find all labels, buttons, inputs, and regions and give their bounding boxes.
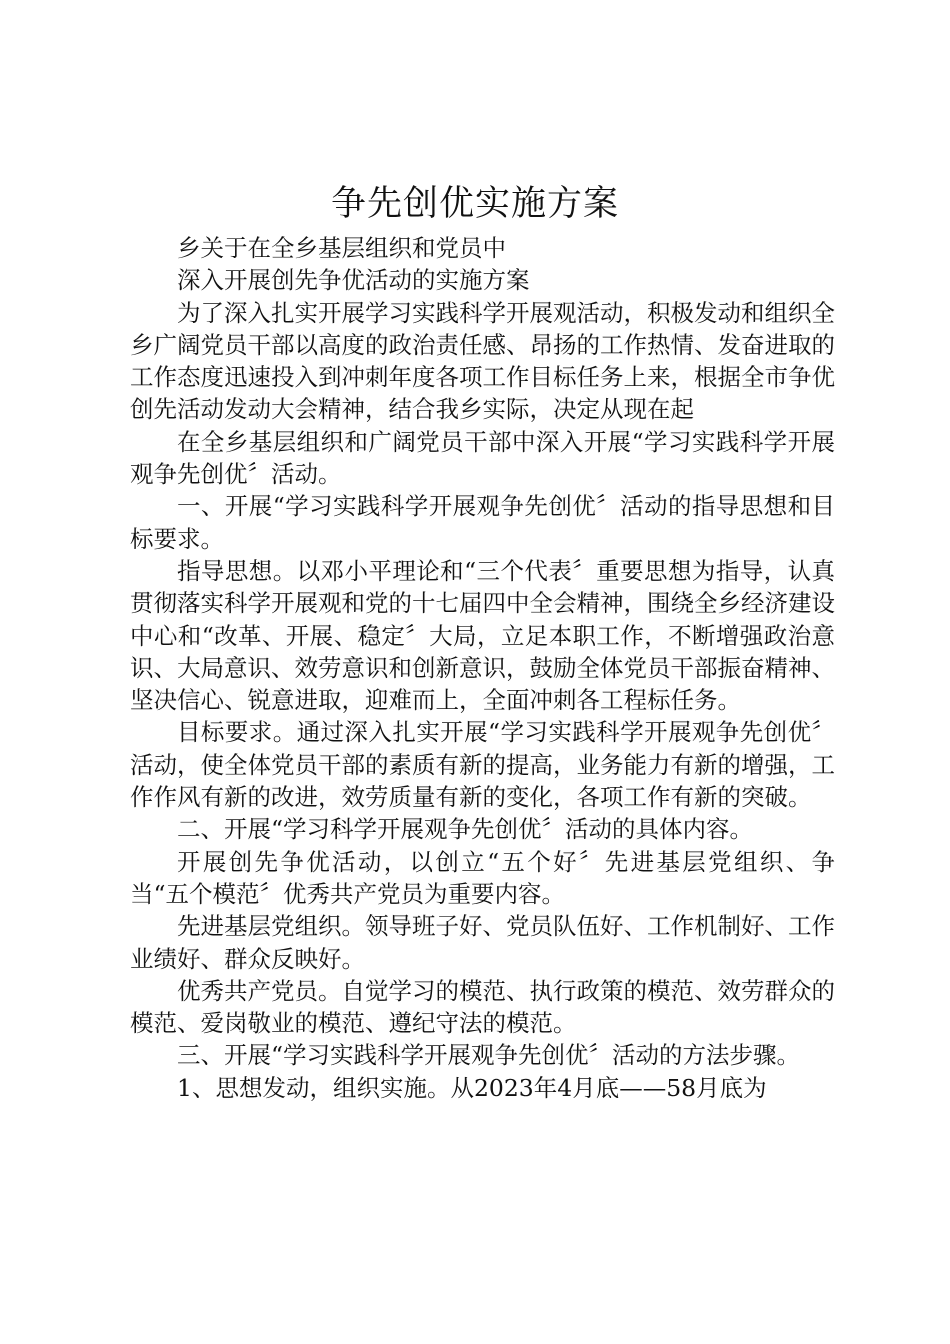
paragraph: 一、开展“学习实践科学开展观争先创优〞活动的指导思想和目标要求。 bbox=[130, 492, 835, 553]
paragraph: 三、开展“学习实践科学开展观争先创优〞活动的方法步骤。 bbox=[177, 1041, 801, 1070]
paragraph: 深入开展创先争优活动的实施方案 bbox=[177, 266, 530, 295]
paragraph: 1、思想发动，组织实施。从2023年4月底——58月底为 bbox=[177, 1073, 767, 1102]
paragraph: 乡关于在全乡基层组织和党员中 bbox=[177, 234, 506, 262]
document-title: 争先创优实施方案 bbox=[330, 184, 619, 224]
paragraph: 目标要求。通过深入扎实开展“学习实践科学开展观争先创优〞活动，使全体党员干部的素质有新的提高，业务能力有新的增强，工作作风有新的改进，效劳质量有新的变化，各项工作有新的突破。 bbox=[130, 718, 835, 812]
paragraph: 二、开展“学习科学开展观争先创优〞活动的具体内容。 bbox=[177, 815, 754, 844]
paragraph: 为了深入扎实开展学习实践科学开展观活动，积极发动和组织全乡广阔党员干部以高度的政治责任感、昂扬的工作热情、发奋进取的工作态度迅速投入到冲刺年度各项工作目标任务上来，根据全市争优创先活动发动大会精神，结合我乡实际，决定从现在起 bbox=[130, 298, 835, 424]
paragraph: 优秀共产党员。自觉学习的模范、执行政策的模范、效劳群众的模范、爱岗敬业的模范、遵纪守法的模范。 bbox=[130, 976, 835, 1038]
document-body bbox=[130, 232, 835, 1104]
paragraph: 先进基层党组织。领导班子好、党员队伍好、工作机制好、工作业绩好、群众反映好。 bbox=[130, 912, 835, 973]
paragraph: 在全乡基层组织和广阔党员干部中深入开展“学习实践科学开展观争先创优〞活动。 bbox=[130, 427, 835, 489]
paragraph: 指导思想。以邓小平理论和“三个代表〞重要思想为指导，认真贯彻落实科学开展观和党的十七届四中全会精神，围绕全乡经济建设中心和“改革、开展、稳定〞大局，立足本职工作，不断增强政治意识、大局意识、效劳意识和创新意识，鼓励全体党员干部振奋精神、坚决信心、锐意进取，迎难而上，全面冲刺各工程标任务。 bbox=[130, 556, 835, 715]
paragraph: 开展创先争优活动，以创立“五个好〞先进基层党组织、争当“五个模范〞优秀共产党员为重要内容。 bbox=[130, 847, 835, 908]
